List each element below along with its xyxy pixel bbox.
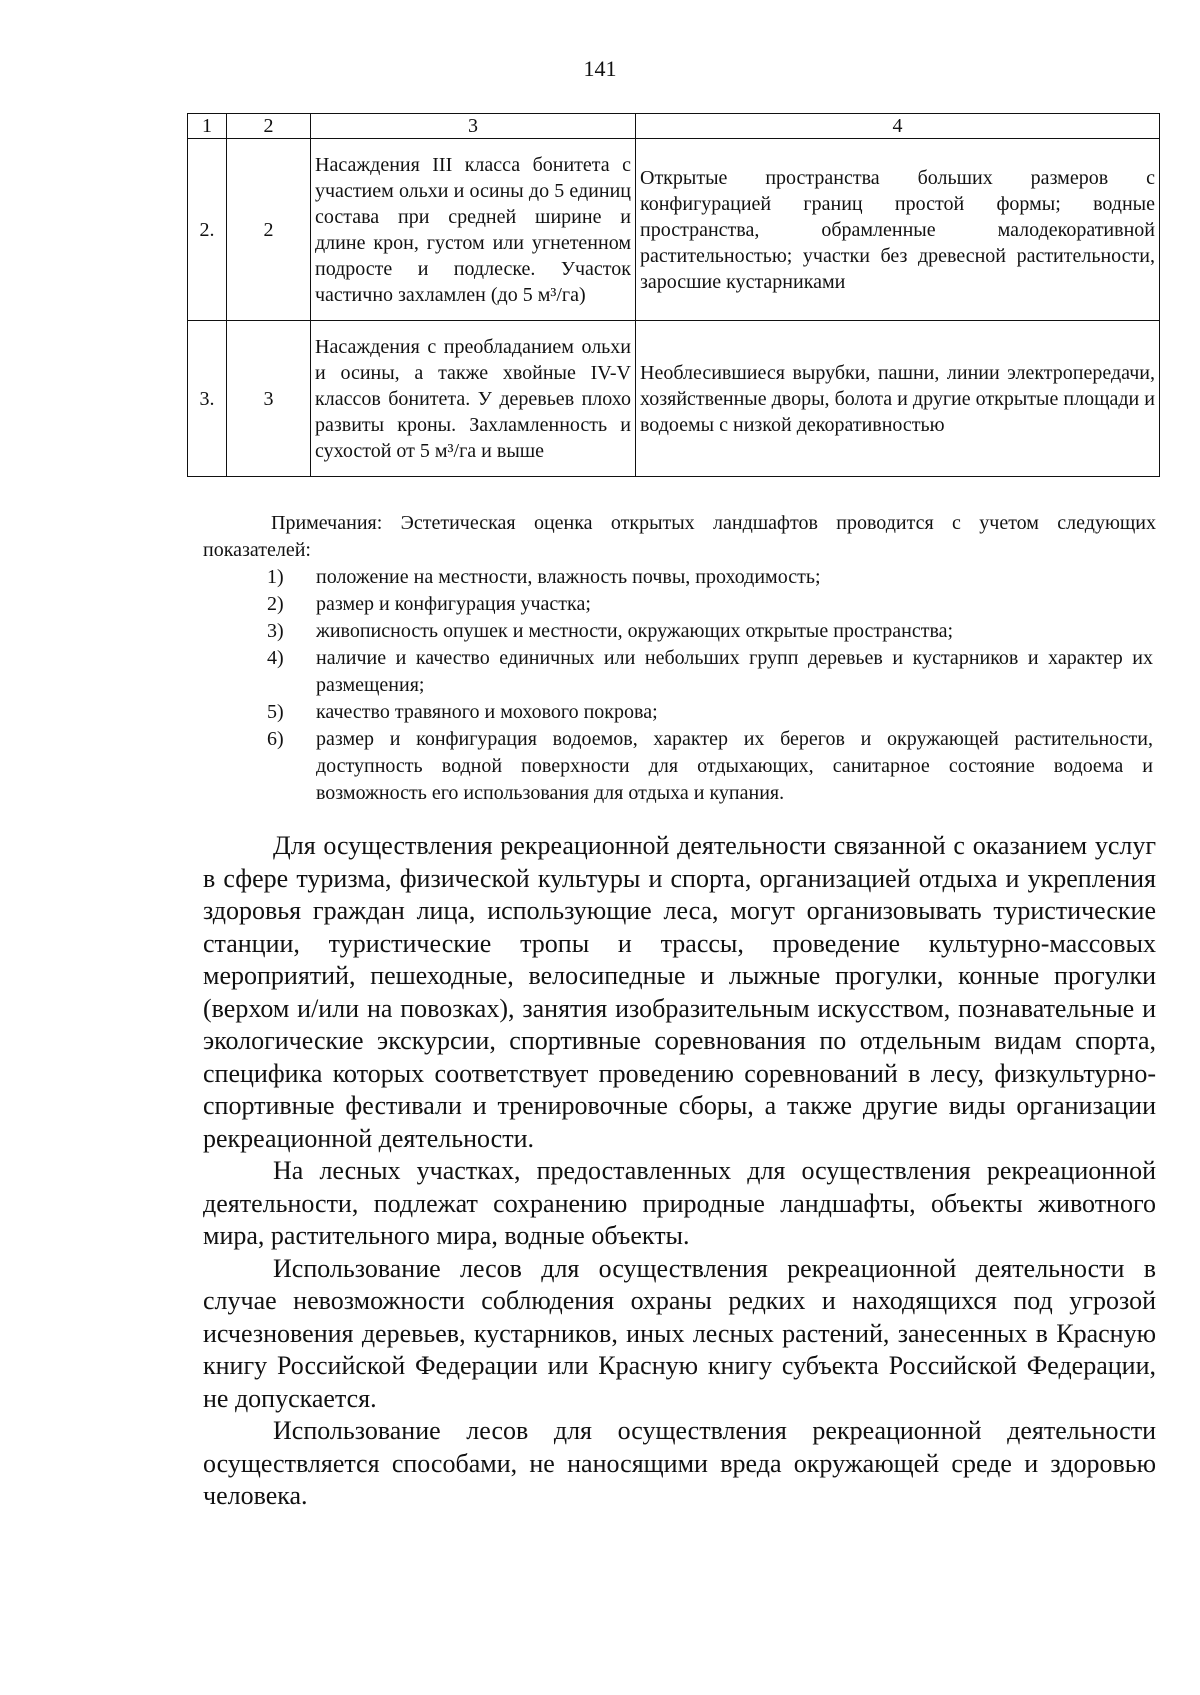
list-item-text: размер и конфигурация водоемов, характер их берегов и окружающей растительности, доступность водной поверхности для отдыхающих, санитарное состояние водоема и возможность его использования для отдыха и купания.: [316, 728, 1153, 804]
list-item: [203, 645, 1153, 699]
paragraph: На лесных участках, предоставленных для осуществления рекреационной деятельности, подлежат сохранению природные ландшафты, объекты животного мира, растительного мира, водные объекты.: [203, 1156, 1156, 1250]
list-item: [203, 618, 1153, 645]
landscape-description-cell: Необлесившиеся вырубки, пашни, линии электропередачи, хозяйственные дворы, болота и другие открытые площади и водоемы с низкой декоративностью: [636, 321, 1160, 477]
stand-description-cell: Насаждения III класса бонитета с участием ольхи и осины до 5 единиц состава при средней ширине и длине крон, густом или угнетенном подросте и подлеске. Участок частично захламлен (до 5 м³/га): [311, 139, 636, 321]
list-marker: 1): [267, 566, 284, 588]
landscape-assessment-table: [187, 113, 1160, 477]
row-number-cell: 2.: [188, 139, 227, 321]
table-row: [188, 321, 1160, 477]
landscape-description-cell: Открытые пространства больших размеров с конфигурацией границ простой формы; водные пространства, обрамленные малодекоративной растительностью; участки без древесной растительности, заросшие кустарниками: [636, 139, 1160, 321]
list-marker: 3): [267, 620, 284, 642]
paragraph: Использование лесов для осуществления рекреационной деятельности осуществляется способами, не наносящими вреда окружающей среде и здоровью человека.: [203, 1416, 1156, 1510]
list-marker: 6): [267, 728, 284, 750]
notes-list: [203, 564, 1153, 807]
list-item-text: положение на местности, влажность почвы, проходимость;: [316, 566, 821, 588]
class-cell: 3: [227, 321, 311, 477]
list-item: [203, 564, 1153, 591]
list-item-text: размер и конфигурация участка;: [316, 593, 591, 615]
paragraph: Для осуществления рекреационной деятельности связанной с оказанием услуг в сфере туризма, физической культуры и спорта, организацией отдыха и укрепления здоровья граждан лица, использующие леса, могут организовывать туристические станции, туристические тропы и трассы, проведение культурно-массовых мероприятий, пешеходные, велосипедные и лыжные прогулки, конные прогулки (верхом и/или на повозках), занятия изобразительным искусством, познавательные и экологические экскурсии, спортивные соревнования по отдельным видам спорта, специфика которых соответствует проведению соревнований в лесу, физкультурно-спортивные фестивали и тренировочные сборы, а также другие виды организации рекреационной деятельности.: [203, 831, 1156, 1153]
page-number: 141: [583, 56, 617, 81]
notes-intro: Примечания: Эстетическая оценка открытых ландшафтов проводится с учетом следующих показателей:: [203, 512, 1156, 561]
list-item-text: живописность опушек и местности, окружающих открытые пространства;: [316, 620, 954, 642]
list-item: [203, 591, 1153, 618]
list-item-text: качество травяного и мохового покрова;: [316, 701, 658, 723]
table-row: [188, 139, 1160, 321]
list-item: [203, 699, 1153, 726]
table-header-cell: 4: [636, 114, 1160, 139]
table-header-cell: 1: [188, 114, 227, 139]
table-header-cell: 2: [227, 114, 311, 139]
paragraph: Использование лесов для осуществления рекреационной деятельности в случае невозможности соблюдения охраны редких и находящихся под угрозой исчезновения деревьев, кустарников, иных лесных растений, занесенных в Красную книгу Российской Федерации или Красную книгу субъекта Российской Федерации, не допускается.: [203, 1253, 1156, 1413]
list-marker: 4): [267, 647, 284, 669]
list-item: [203, 726, 1153, 807]
list-item-text: наличие и качество единичных или небольших групп деревьев и кустарников и характер их размещения;: [316, 647, 1153, 696]
list-marker: 2): [267, 593, 284, 615]
main-text: [203, 830, 1156, 1513]
table-notes: [203, 510, 1156, 807]
row-number-cell: 3.: [188, 321, 227, 477]
stand-description-cell: Насаждения с преобладанием ольхи и осины, а также хвойные IV-V классов бонитета. У деревьев плохо развиты кроны. Захламленность и сухостой от 5 м³/га и выше: [311, 321, 636, 477]
list-marker: 5): [267, 701, 284, 723]
table-header-row: [188, 114, 1160, 139]
class-cell: 2: [227, 139, 311, 321]
table-header-cell: 3: [311, 114, 636, 139]
